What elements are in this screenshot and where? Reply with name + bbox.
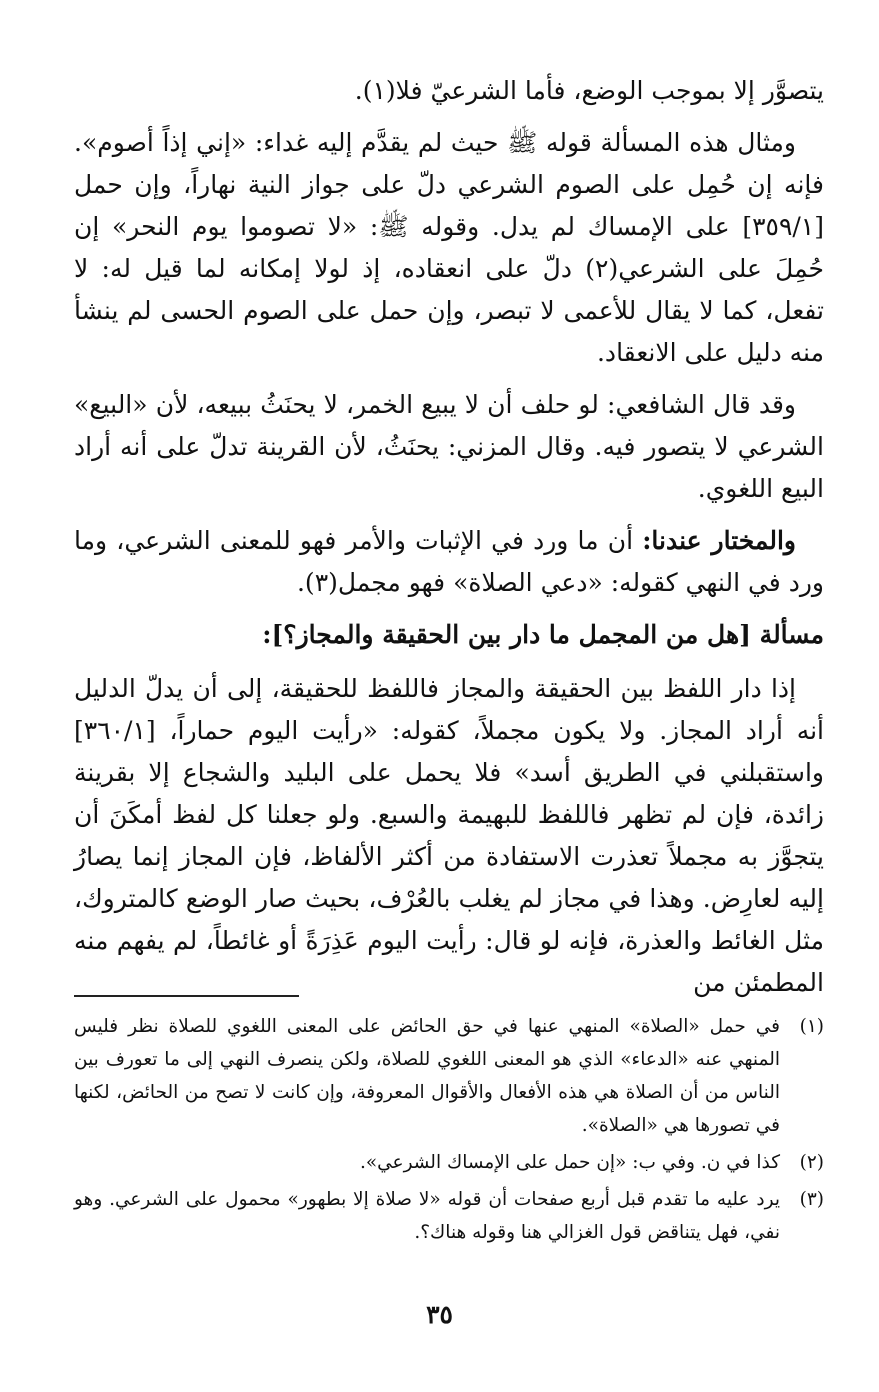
paragraph-4-lead: والمختار عندنا: bbox=[642, 526, 796, 555]
footnote-1 bbox=[74, 1010, 824, 1142]
footnote-number: (٢) bbox=[799, 1152, 824, 1173]
paragraph-5: إذا دار اللفظ بين الحقيقة والمجاز فاللفظ للحقيقة، إلى أن يدلّ الدليل أنه أراد المجاز. ولا يكون مجملاً، كقوله: «رأيت اليوم حماراً، [٣٦٠/١] واستقبلني في الطريق أسد» فلا يحمل على البليد والشجاع إلا بقرينة زائدة، فإن لم تظهر فاللفظ للبهيمة والسبع. ولو جعلنا كل لفظ أمكَنَ أن يتجوَّز به مجملاً تعذرت الاستفادة من أكثر الألفاظ، فإن المجاز إنما يصارُ إليه لعارِض. وهذا في مجاز لم يغلب بالعُرْف، بحيث صار الوضع كالمتروك، مثل الغائط والعذرة، فإنه لو قال: رأيت اليوم عَذِرَةً أو غائطاً، لم يفهم منه المطمئن من bbox=[74, 674, 824, 997]
paragraph-3: وقد قال الشافعي: لو حلف أن لا يبيع الخمر، لا يحنَثُ ببيعه، لأن «البيع» الشرعي لا يتصور فيه. وقال المزني: يحنَثُ، لأن القرينة تدلّ على أنه أراد البيع اللغوي. bbox=[74, 390, 824, 503]
footnote-2 bbox=[74, 1146, 824, 1179]
footnote-divider bbox=[74, 995, 299, 997]
footnote-3 bbox=[74, 1183, 824, 1249]
footnote-text: كذا في ن. وفي ب: «إن حمل على الإمساك الشرعي». bbox=[359, 1152, 780, 1173]
section-heading: مسألة [هل من المجمل ما دار بين الحقيقة والمجاز؟]: bbox=[262, 620, 824, 649]
paragraph-1: يتصوَّر إلا بموجب الوضع، فأما الشرعيّ فلا(١). bbox=[354, 76, 824, 105]
page-number: ٣٥ bbox=[426, 1300, 453, 1329]
footnote-text: يرد عليه ما تقدم قبل أربع صفحات أن قوله «لا صلاة إلا بطهور» محمول على الشرعي. وهو نفي، فهل يتناقض قول الغزالي هنا وقوله هناك؟. bbox=[74, 1189, 780, 1243]
paragraph-4-text: أن ما ورد في الإثبات والأمر فهو للمعنى الشرعي، وما ورد في النهي كقوله: «دعي الصلاة» فهو مجمل(٣). bbox=[74, 526, 824, 597]
paragraph-2: ومثال هذه المسألة قوله ﷺ حيث لم يقدَّم إليه غداء: «إني إذاً أصوم». فإنه إن حُمِل على الصوم الشرعي دلّ على جواز النية نهاراً، وإن حمل [٣٥٩/١] على الإمساك لم يدل. وقوله ﷺ: «لا تصوموا يوم النحر» إن حُمِلَ على الشرعي(٢) دلّ على انعقاده، إذ لولا إمكانه لما قيل له: لا تفعل، كما لا يقال للأعمى لا تبصر، وإن حمل على الصوم الحسى لم ينشأ منه دليل على الانعقاد. bbox=[74, 128, 824, 367]
footnote-number: (٣) bbox=[799, 1189, 824, 1210]
footnote-number: (١) bbox=[799, 1016, 824, 1037]
paragraph-4 bbox=[74, 520, 824, 604]
main-text bbox=[74, 70, 824, 1014]
footnotes bbox=[74, 1010, 824, 1253]
footnote-text: في حمل «الصلاة» المنهي عنها في حق الحائض على المعنى اللغوي للصلاة نظر فليس المنهي عنه «الدعاء» الذي هو المعنى اللغوي للصلاة، ولكن ينصرف النهي إلى ما تعورف بين الناس من أن الصلاة هي هذه الأفعال والأقوال المعروفة، وإن كانت لا تصح من الحائض، لكنها في تصورها هي «الصلاة». bbox=[74, 1016, 781, 1136]
